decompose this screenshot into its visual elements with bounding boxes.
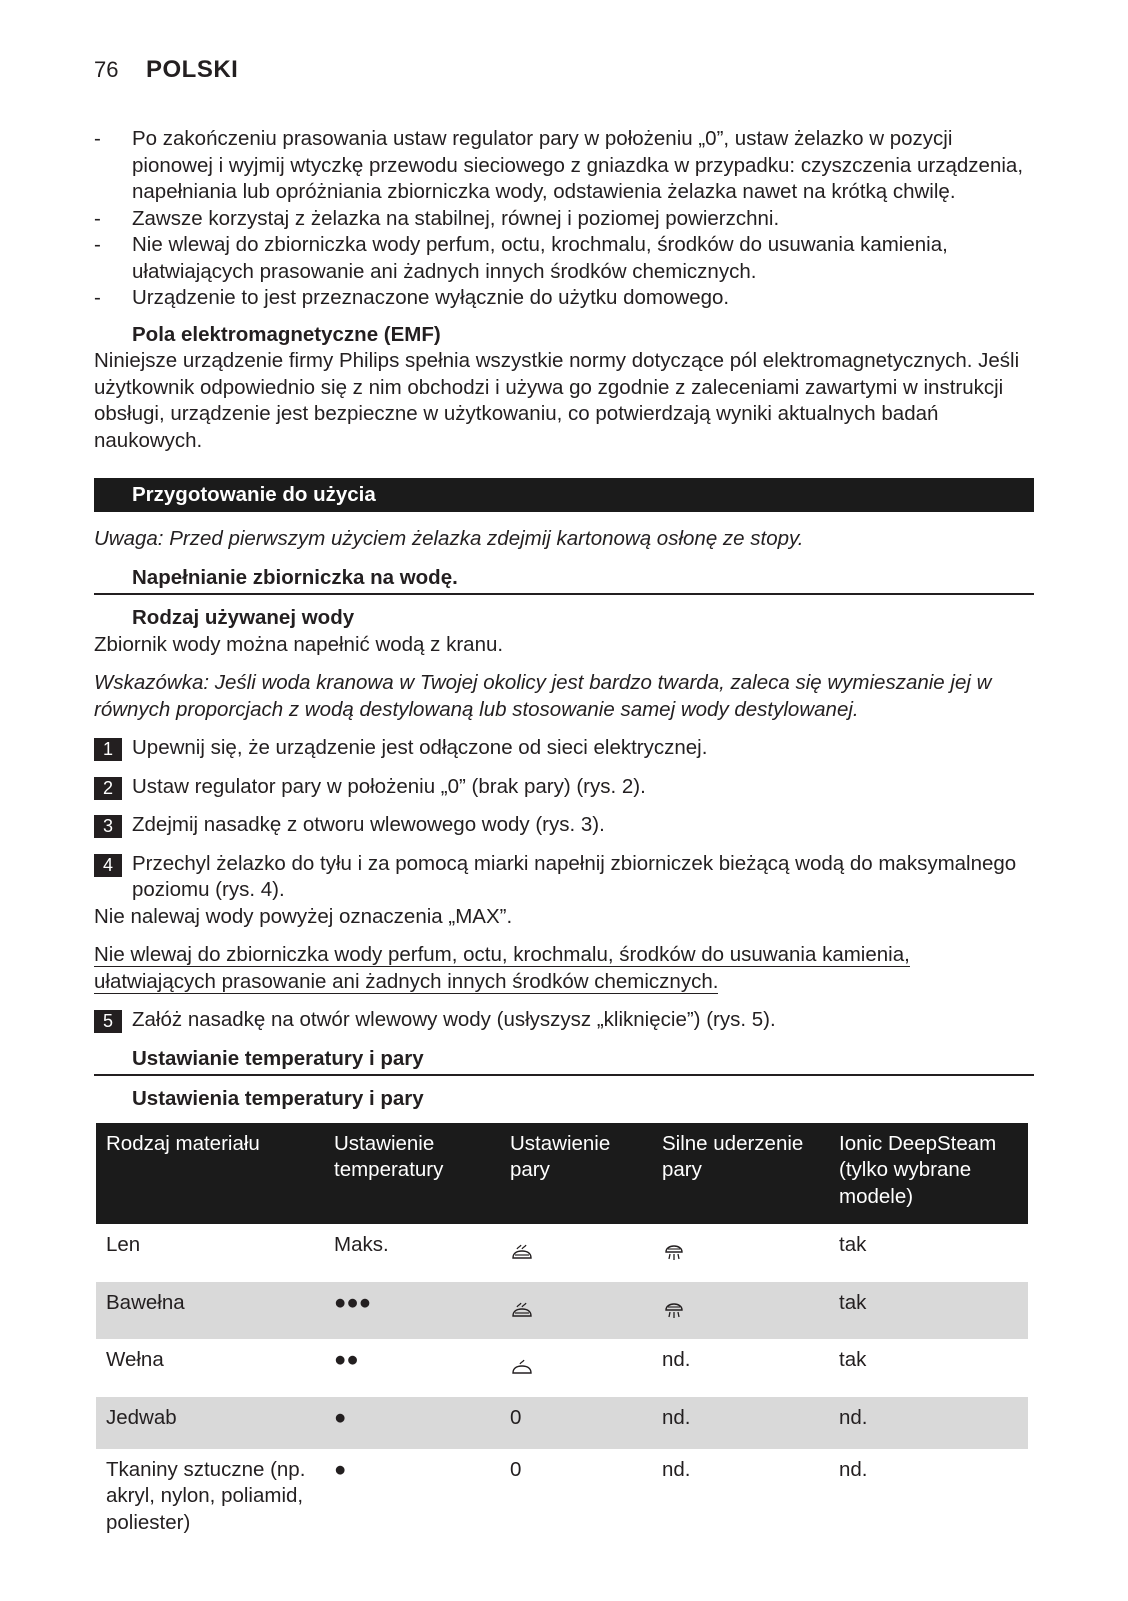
table-cell-temp: ●●: [334, 1348, 359, 1371]
page-content: [94, 126, 1034, 1548]
filling-heading: Napełnianie zbiorniczka na wodę.: [94, 565, 1034, 596]
step-number: 3: [94, 815, 122, 838]
table-cell-shot: nd.: [662, 1348, 691, 1371]
table-cell-temp: Maks.: [334, 1233, 389, 1256]
table-heading: Ustawienia temperatury i pary: [132, 1087, 424, 1110]
column-header: Ustawienie temperatury: [324, 1123, 500, 1225]
table-cell-fabric: Bawełna: [96, 1282, 324, 1340]
table-row: [96, 1449, 1028, 1549]
warning-item: - Po zakończeniu prasowania ustaw regulator pary w położeniu „0”, ustaw żelazko w pozycji pionowej i wyjmij wtyczkę przewodu sieciowego z gniazdka w przypadku: czyszczenia urządzenia, napełniania lub opróżniania zbiorniczka wody, odstawienia żelazka nawet na krótką chwilę.: [94, 127, 1024, 203]
steam-high-icon: [510, 1300, 534, 1328]
table-header-row: [96, 1123, 1028, 1225]
table-cell-shot: [652, 1224, 829, 1282]
step-2: 2 Ustaw regulator pary w położeniu „0” (brak pary) (rys. 2).: [94, 774, 1034, 801]
page-number: 76: [94, 57, 119, 82]
table-cell-ionic: tak: [829, 1282, 1028, 1340]
water-text: Zbiornik wody można napełnić wodą z kranu.: [94, 632, 504, 656]
emf-text: Niniejsze urządzenie firmy Philips spełnia wszystkie normy dotyczące pól elektromagnetycznych. Jeśli użytkownik odpowiednio się z nim obchodzi i używa go zgodnie z zaleceniami zawartymi w instrukcji obsługi, urządzenie jest bezpieczne w użytkowaniu, co potwierdzają wyniki aktualnych badań naukowych.: [94, 349, 1020, 452]
column-header: Ustawienie pary: [500, 1123, 652, 1225]
table-cell-temp: ●: [324, 1397, 500, 1449]
table-cell-fabric: Wełna: [106, 1348, 164, 1371]
table-row: [96, 1397, 1028, 1449]
table-row: [96, 1282, 1028, 1340]
table-cell-steam: [500, 1339, 652, 1397]
table-cell-temp: ●: [334, 1457, 347, 1481]
table-cell-steam: 0: [500, 1397, 652, 1449]
water-heading: Rodzaj używanej wody: [132, 606, 355, 629]
temperature-heading: Ustawianie temperatury i pary: [94, 1046, 1034, 1077]
step-3: 3 Zdejmij nasadkę z otworu wlewowego wody (rys. 3).: [94, 812, 1034, 839]
table-cell-steam: 0: [510, 1457, 522, 1481]
warning-item: - Nie wlewaj do zbiorniczka wody perfum, octu, krochmalu, środków do usuwania kamienia, ułatwiających prasowanie ani żadnych innych środków chemicznych.: [94, 233, 948, 283]
table-cell-ionic: tak: [839, 1348, 867, 1371]
column-header: Silne uderzenie pary: [652, 1123, 829, 1225]
emf-heading: Pola elektromagnetyczne (EMF): [132, 322, 441, 346]
step-1: 1 Upewnij się, że urządzenie jest odłączone od sieci elektrycznej.: [94, 735, 1034, 762]
table-cell-fabric: Len: [106, 1233, 141, 1256]
step-4: 4 Przechyl żelazko do tyłu i za pomocą miarki napełnij zbiorniczek bieżącą wodą do maksymalnego poziomu (rys. 4).: [94, 851, 1034, 904]
tip-text: Wskazówka: Jeśli woda kranowa w Twojej okolicy jest bardzo twarda, zaleca się wymieszanie jej w równych proporcjach z wodą destylowaną lub stosowanie samej wody destylowanej.: [94, 671, 992, 721]
column-header: Ionic DeepSteam (tylko wybrane modele): [829, 1123, 1028, 1225]
warning-item: - Urządzenie to jest przeznaczone wyłącznie do użytku domowego.: [94, 286, 730, 309]
table-cell-ionic: nd.: [829, 1397, 1028, 1449]
steam-low-icon: [510, 1357, 534, 1385]
table-cell-fabric: Jedwab: [96, 1397, 324, 1449]
max-note: Nie nalewaj wody powyżej oznaczenia „MAX”.: [94, 904, 513, 928]
table-cell-steam: [500, 1224, 652, 1282]
step-number: 5: [94, 1010, 122, 1033]
steam-shot-icon: [662, 1300, 686, 1328]
table-cell-shot: nd.: [652, 1397, 829, 1449]
step-5: 5 Załóż nasadkę na otwór wlewowy wody (usłyszysz „kliknięcie”) (rys. 5).: [94, 1007, 1034, 1034]
table-cell-shot: [652, 1282, 829, 1340]
step-number: 4: [94, 854, 122, 877]
table-cell-steam: [500, 1282, 652, 1340]
step-number: 2: [94, 777, 122, 800]
warning-item: - Zawsze korzystaj z żelazka na stabilnej, równej i poziomej powierzchni.: [94, 206, 780, 230]
language-title: POLSKI: [146, 56, 239, 83]
table-cell-ionic: nd.: [839, 1457, 868, 1481]
chemical-warning: Nie wlewaj do zbiorniczka wody perfum, octu, krochmalu, środków do usuwania kamienia, ułatwiających prasowanie ani żadnych innych środków chemicznych.: [94, 943, 910, 993]
section-note: Uwaga: Przed pierwszym użyciem żelazka zdejmij kartonową osłonę ze stopy.: [94, 527, 804, 550]
table-cell-temp: ●●●: [324, 1282, 500, 1340]
settings-table: [96, 1123, 1028, 1549]
step-number: 1: [94, 738, 122, 761]
table-cell-fabric: Tkaniny sztuczne (np. akryl, nylon, poliamid, poliester): [106, 1457, 306, 1534]
steam-high-icon: [510, 1242, 534, 1270]
column-header: Rodzaj materiału: [96, 1123, 324, 1225]
table-row: [96, 1339, 1028, 1397]
table-cell-shot: nd.: [662, 1457, 691, 1481]
table-row: [96, 1224, 1028, 1282]
section-title-bar: Przygotowanie do użycia: [94, 478, 1034, 512]
table-cell-ionic: tak: [839, 1233, 867, 1256]
page-header: [94, 56, 238, 84]
steam-shot-icon: [662, 1242, 686, 1270]
